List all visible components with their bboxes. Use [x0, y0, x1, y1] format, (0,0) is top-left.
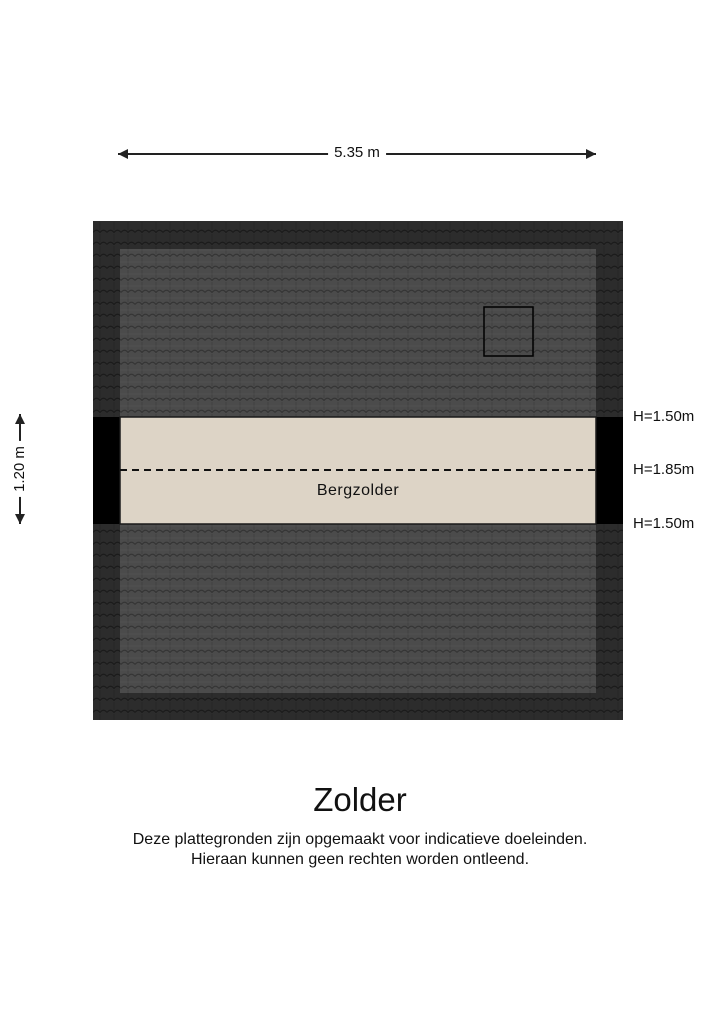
room-label: Bergzolder: [316, 482, 400, 499]
roof-slope-lower: [120, 524, 596, 693]
disclaimer-line-1: Deze plattegronden zijn opgemaakt voor indicatieve doeleinden.: [132, 831, 588, 848]
height-label-top: H=1.50m: [633, 408, 695, 425]
depth-dimension: [10, 414, 30, 524]
arrow-up-icon: [15, 414, 25, 424]
gable-wall-right: [596, 417, 623, 524]
gable-wall-left: [93, 417, 120, 524]
height-label-middle: H=1.85m: [633, 461, 695, 478]
arrow-left-icon: [118, 149, 128, 159]
roof-slope-upper: [120, 249, 596, 417]
arrow-down-icon: [15, 514, 25, 524]
arrow-right-icon: [586, 149, 596, 159]
width-dimension: [118, 146, 596, 162]
bergzolder-floor: [120, 417, 596, 524]
floor-plan: [93, 221, 623, 720]
disclaimer-line-2: Hieraan kunnen geen rechten worden ontleend.: [190, 851, 530, 868]
width-dimension-label: 5.35 m: [328, 144, 386, 162]
height-label-bottom: H=1.50m: [633, 515, 695, 532]
floor-title: Zolder: [313, 781, 407, 818]
depth-dimension-label: 1.20 m: [11, 441, 29, 497]
